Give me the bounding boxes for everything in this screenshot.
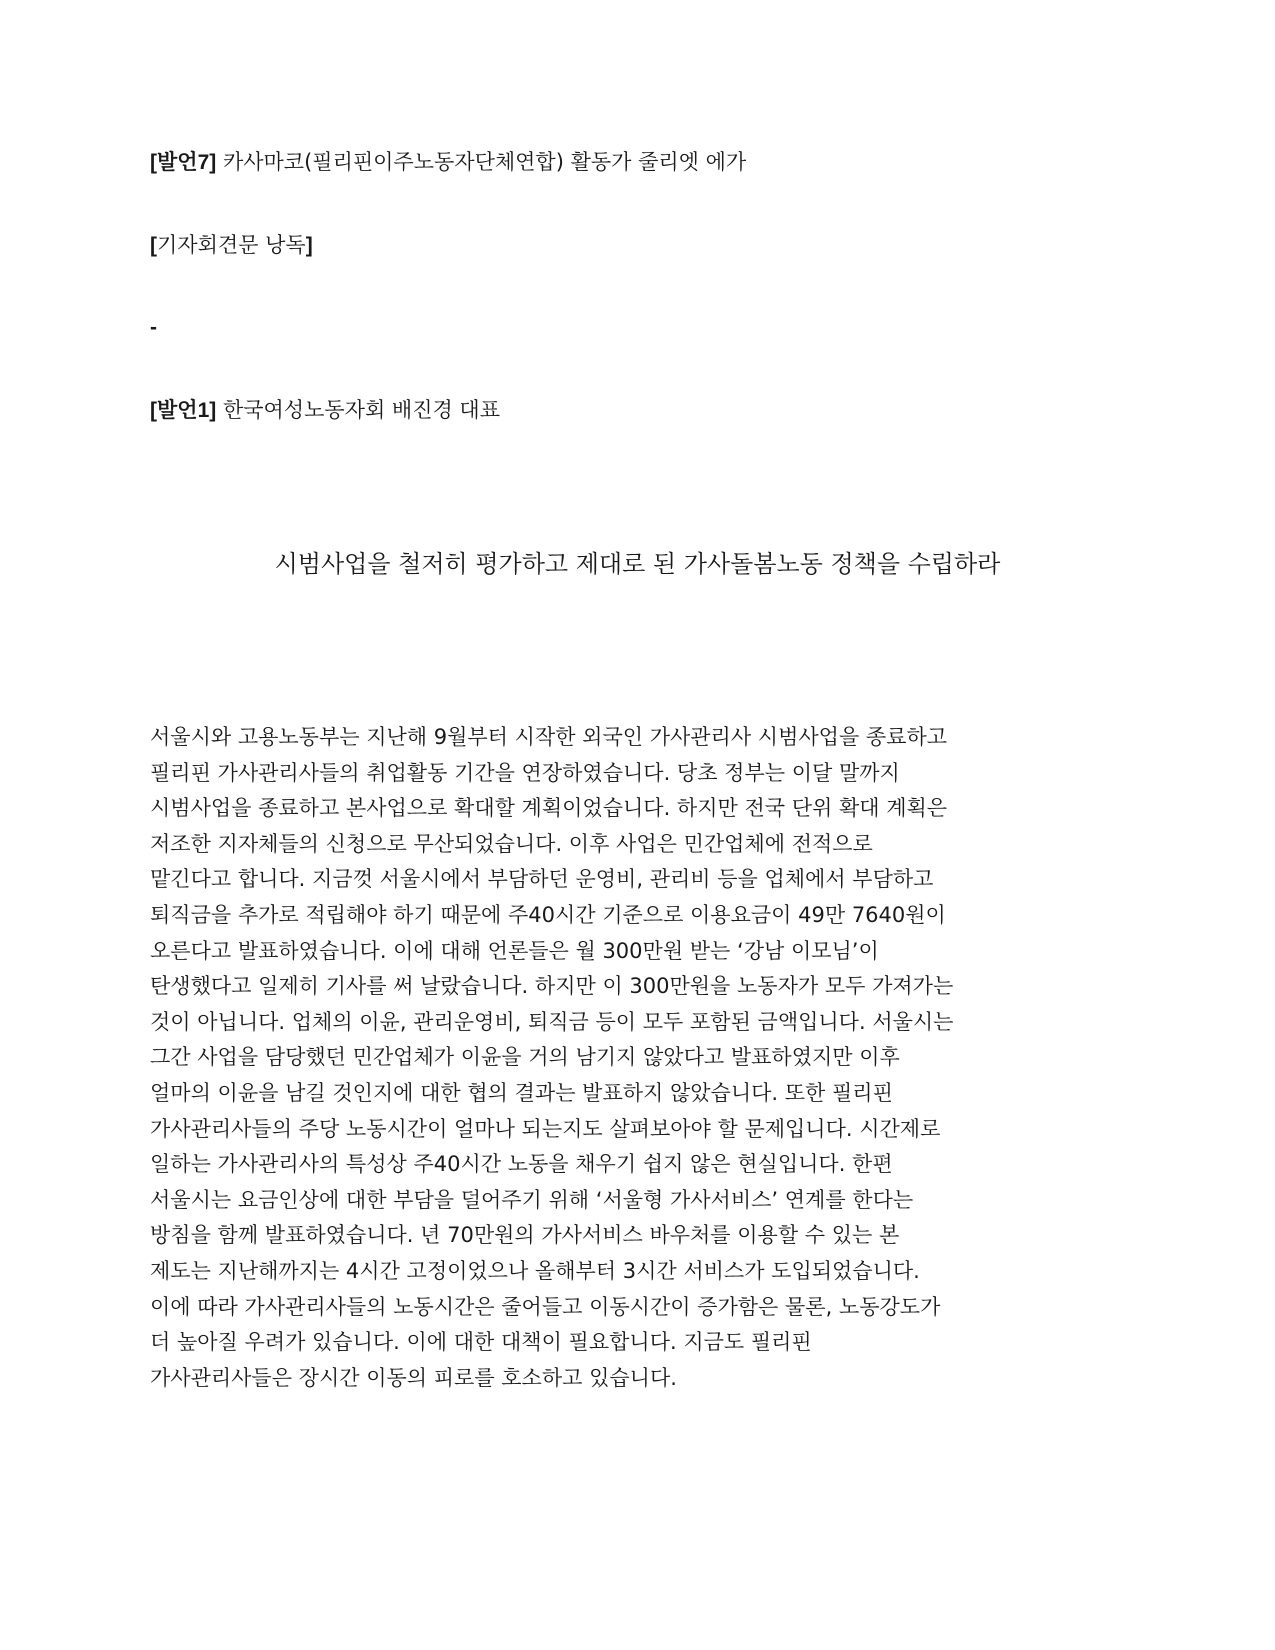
speaker-1-text: 한국여성노동자회 배진경 대표 xyxy=(216,398,501,422)
press-reading-bracket-close: ] xyxy=(305,234,313,257)
speaker-1-tag-open: [발언 xyxy=(150,399,198,422)
speaker-7-text: 카사마코(필리핀이주노동자단체연합) 활동가 줄리엣 에가 xyxy=(216,150,747,174)
body-line: 방침을 함께 발표하였습니다. 년 70만원의 가사서비스 바우처를 이용할 수 있는 본 xyxy=(150,1223,900,1248)
press-reading-bracket-open: [ xyxy=(150,234,157,257)
speaker-7-tag-close: ] xyxy=(209,151,217,174)
statement-body xyxy=(150,720,1130,1396)
body-line: 가사관리사들은 장시간 이동의 피로를 호소하고 있습니다. xyxy=(150,1365,677,1390)
body-line: 저조한 지자체들의 신청으로 무산되었습니다. 이후 사업은 민간업체에 전적으로 xyxy=(150,831,873,856)
body-line: 서울시와 고용노동부는 지난해 9월부터 시작한 외국인 가사관리사 시범사업을 종료하고 xyxy=(150,725,948,749)
body-line: 제도는 지난해까지는 4시간 고정이었으나 올해부터 3시간 서비스가 도입되었습니다. xyxy=(150,1258,920,1283)
body-line: 탄생했다고 일제히 기사를 써 날랐습니다. 하지만 이 300만원을 노동자가 모두 가져가는 xyxy=(150,974,954,999)
body-line: 것이 아닙니다. 업체의 이윤, 관리운영비, 퇴직금 등이 모두 포함된 금액입니다. 서울시는 xyxy=(150,1009,954,1034)
body-line: 얼마의 이윤을 남길 것인지에 대한 협의 결과는 발표하지 않았습니다. 또한 필리핀 xyxy=(150,1080,893,1105)
body-line: 더 높아질 우려가 있습니다. 이에 대한 대책이 필요합니다. 지금도 필리핀 xyxy=(150,1330,812,1355)
body-line: 그간 사업을 담당했던 민간업체가 이윤을 거의 남기지 않았다고 발표하였지만 이후 xyxy=(150,1045,900,1070)
speaker-1-number: 1 xyxy=(197,399,210,422)
body-line: 일하는 가사관리사의 특성상 주40시간 노동을 채우기 쉽지 않은 현실입니다. 한편 xyxy=(150,1152,893,1177)
body-line: 퇴직금을 추가로 적립해야 하기 때문에 주40시간 기준으로 이용요금이 49만 7640원이 xyxy=(150,902,946,927)
press-reading-text: 기자회견문 낭독 xyxy=(157,233,306,257)
body-line: 서울시는 요금인상에 대한 부담을 덜어주기 위해 ‘서울형 가사서비스’ 연계를 한다는 xyxy=(150,1187,914,1212)
body-line: 맡긴다고 합니다. 지금껏 서울시에서 부담하던 운영비, 관리비 등을 업체에서 부담하고 xyxy=(150,867,934,892)
body-line: 시범사업을 종료하고 본사업으로 확대할 계획이었습니다. 하지만 전국 단위 확대 계획은 xyxy=(150,796,948,821)
body-line: 필리핀 가사관리사들의 취업활동 기간을 연장하였습니다. 당초 정부는 이달 말까지 xyxy=(150,760,900,785)
speaker-7-line xyxy=(150,148,746,177)
statement-title: 시범사업을 철저히 평가하고 제대로 된 가사돌봄노동 정책을 수립하라 xyxy=(274,550,1001,578)
speaker-7-tag-open: [발언 xyxy=(150,151,198,174)
press-reading-line xyxy=(150,231,313,260)
body-line: 가사관리사들의 주당 노동시간이 얼마나 되는지도 살펴보아야 할 문제입니다. 시간제로 xyxy=(150,1116,941,1141)
speaker-1-tag-close: ] xyxy=(209,399,217,422)
speaker-1-line xyxy=(150,396,500,425)
dash-separator xyxy=(150,313,157,342)
dash-text: - xyxy=(150,316,157,339)
body-line: 오른다고 발표하였습니다. 이에 대해 언론들은 월 300만원 받는 ‘강남 이모님’이 xyxy=(150,938,879,963)
body-line: 이에 따라 가사관리사들의 노동시간은 줄어들고 이동시간이 증가함은 물론, 노동강도가 xyxy=(150,1294,941,1319)
speaker-7-number: 7 xyxy=(197,151,210,174)
